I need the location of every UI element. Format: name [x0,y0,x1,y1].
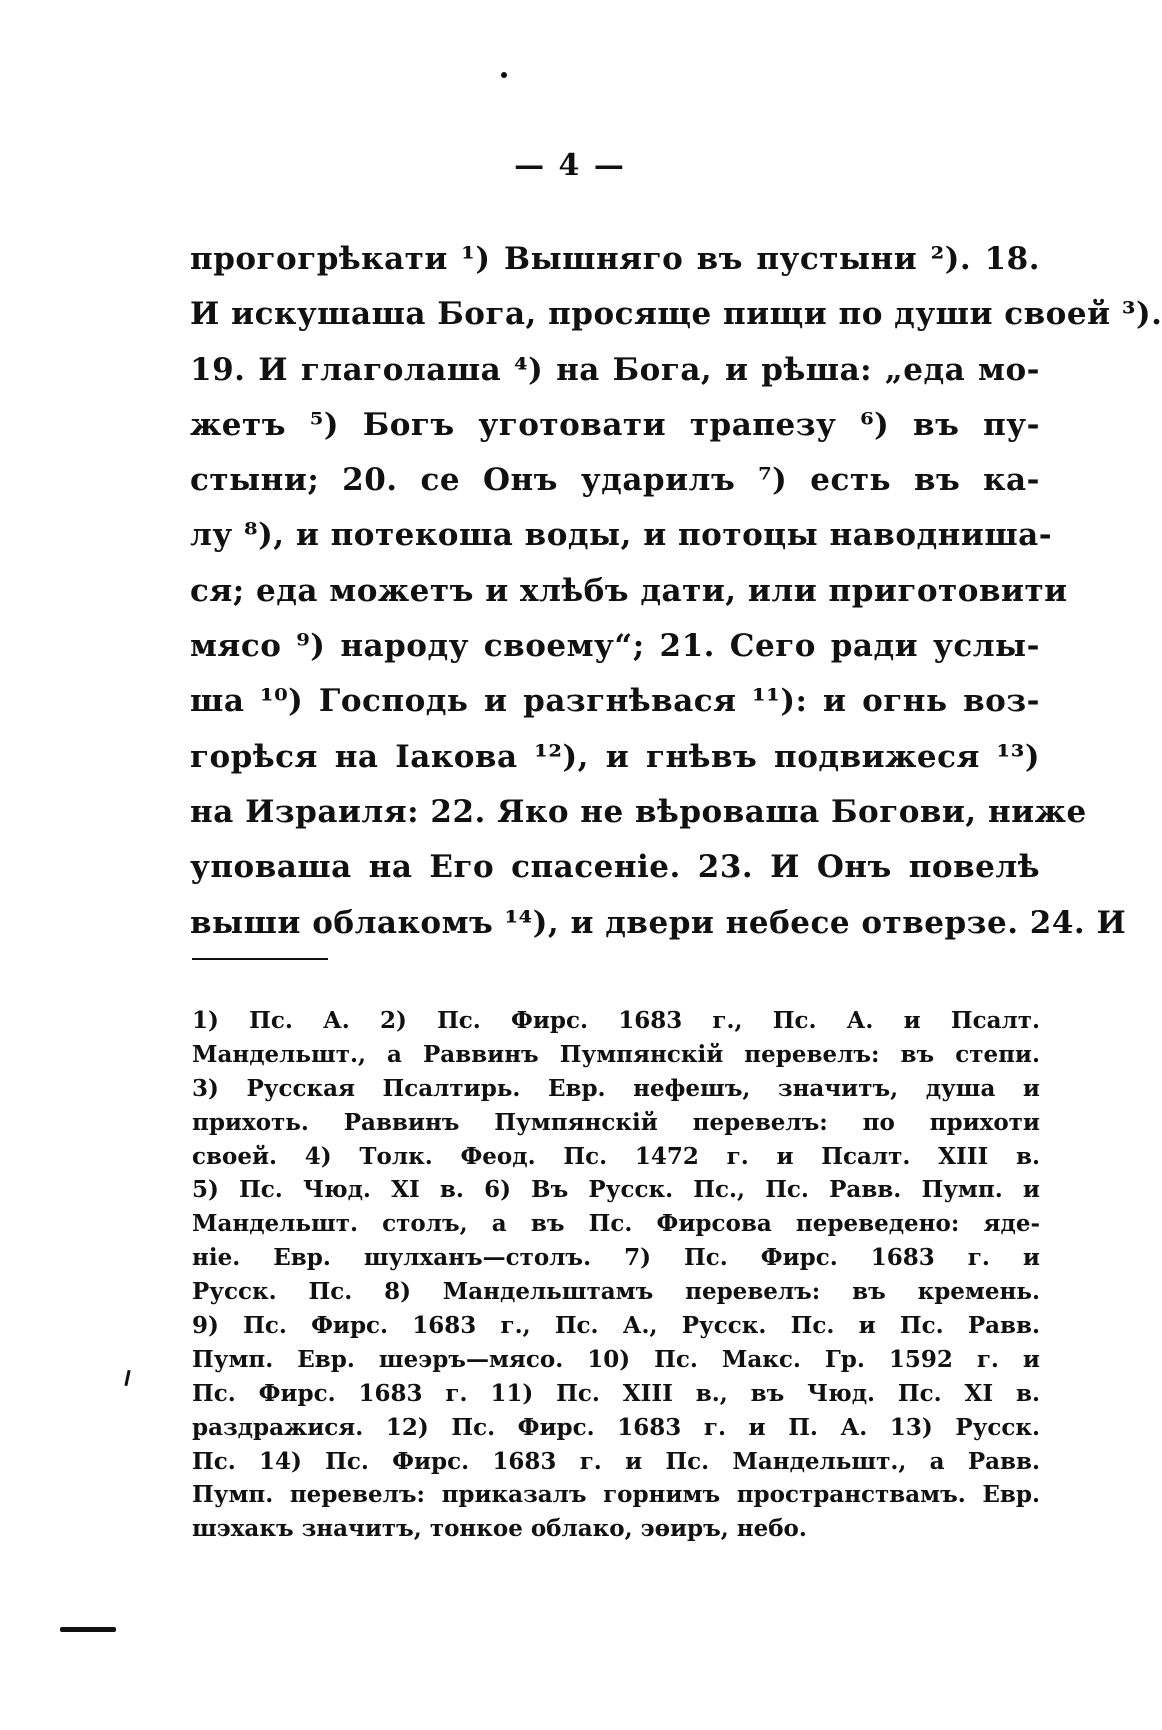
footnote-line: 3) Русская Псалтирь. Евр. нефешъ, значитъ, душа и [192,1074,1040,1102]
main-text-line: горѣся на Іакова ¹²), и гнѣвъ подвижеся ¹³) [190,738,1040,775]
main-text-line: жетъ ⁵) Богъ уготовати трапезу ⁶) въ пу- [190,406,1040,443]
main-text-line: 19. И глаголаша ⁴) на Бога, и рѣша: „еда мо- [190,351,1040,388]
footnote-line: Мандельшт. столъ, а въ Пс. Фирсова переведено: яде- [192,1210,1040,1238]
footnote-line: своей. 4) Толк. Феод. Пс. 1472 г. и Псалт. XIII в. [192,1142,1040,1170]
main-text-line: лу ⁸), и потекоша воды, и потоцы наводниша- [190,517,1053,554]
footnote-separator [192,958,328,960]
main-text-line: ся; еда можетъ и хлѣбъ дати, или приготовити [190,572,1068,609]
footnote-line: шэхакъ значитъ, тонкое облако, эөиръ, небо. [192,1515,807,1543]
footnote-line: Пумп. перевелъ: приказалъ горнимъ пространствамъ. Евр. [192,1481,1040,1509]
main-text-line: стыни; 20. се Онъ ударилъ ⁷) есть въ ка- [190,462,1040,499]
footnote-line: раздражися. 12) Пс. Фирс. 1683 г. и П. А. 13) Русск. [192,1413,1040,1441]
footnote-line: Русск. Пс. 8) Мандельштамъ перевелъ: въ кремень. [192,1278,1040,1306]
footnotes [192,1004,1040,1546]
footnote-line: Пс. Фирс. 1683 г. 11) Пс. XIII в., въ Чюд. Пс. XI в. [192,1379,1040,1407]
footnote-line: 9) Пс. Фирс. 1683 г., Пс. А., Русск. Пс. и Пс. Равв. [192,1312,1040,1340]
footnote-line: Мандельшт., а Раввинъ Пумпянскій перевелъ: въ степи. [192,1040,1040,1068]
footnote-line: прихоть. Раввинъ Пумпянскій перевелъ: по прихоти [192,1108,1040,1136]
main-text-line: прогогрѣкати ¹) Вышняго въ пустыни ²). 18. [190,241,1040,277]
footnote-line: Пумп. Евр. шеэръ—мясо. 10) Пс. Макс. Гр. 1592 г. и [192,1345,1040,1373]
margin-ink-mark [124,1370,130,1386]
main-text-line: уповаша на Его спасеніе. 23. И Онъ повелѣ [190,849,1040,886]
main-text [190,232,1162,951]
page-number: — 4 — [514,148,626,183]
main-text-line: на Израиля: 22. Яко не вѣроваша Богови, ниже [190,793,1087,830]
ink-speck [501,72,507,78]
main-text-line: мясо ⁹) народу своему“; 21. Сего ради услы- [190,628,1040,665]
footnote-line: 1) Пс. А. 2) Пс. Фирс. 1683 г., Пс. А. и Псалт. [192,1007,1040,1034]
main-text-line: выши облакомъ ¹⁴), и двери небесе отверзе. 24. И [190,904,1127,941]
footnote-line: 5) Пс. Чюд. XI в. 6) Въ Русск. Пс., Пс. Равв. Пумп. и [192,1176,1040,1204]
main-text-line: И искушаша Бога, просяще пищи по души своей ³). [190,296,1162,333]
footnote-line: ніе. Евр. шулханъ—столъ. 7) Пс. Фирс. 1683 г. и [192,1244,1040,1272]
margin-dash-mark [60,1627,116,1632]
main-text-line: ша ¹⁰) Господь и разгнѣвася ¹¹): и огнь воз- [190,683,1040,720]
footnote-line: Пс. 14) Пс. Фирс. 1683 г. и Пс. Мандельшт., а Равв. [192,1447,1040,1475]
